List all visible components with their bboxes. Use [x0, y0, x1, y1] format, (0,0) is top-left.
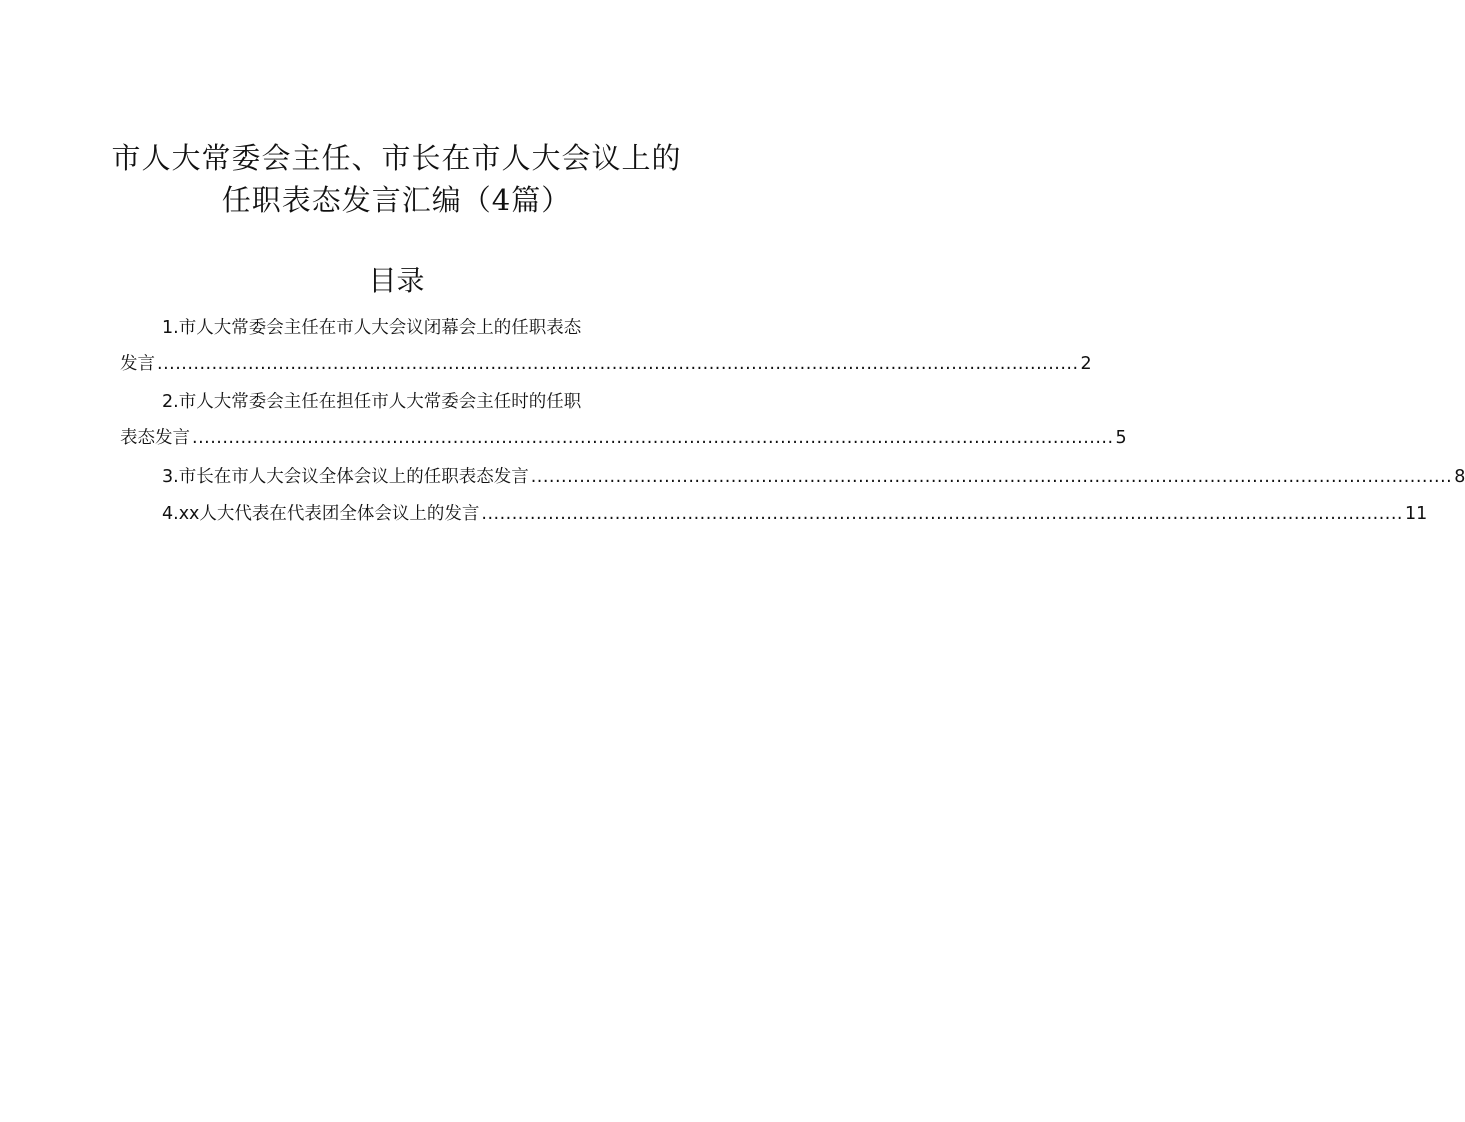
- toc-entry-3-page[interactable]: 8: [1454, 467, 1465, 487]
- toc-dot-leader: ........................................................................................................................................................: [530, 467, 1453, 487]
- toc-entry-1-page[interactable]: 2: [1080, 354, 1092, 374]
- toc-entry-1-text-cont[interactable]: 发言: [120, 354, 155, 374]
- toc-entry-1-text[interactable]: 1.市人大常委会主任在市人大会议闭幕会上的任职表态: [162, 318, 582, 338]
- document-title-line-2: 任职表态发言汇编（4篇）: [221, 183, 572, 217]
- toc-entry-2-page[interactable]: 5: [1115, 428, 1127, 448]
- toc-dot-leader: ........................................................................................................................................................: [192, 428, 1114, 448]
- toc-entry-2-line-1[interactable]: [162, 389, 674, 415]
- toc-entry-4-text[interactable]: 4.xx人大代表在代表团全体会议上的发言: [162, 504, 480, 524]
- toc-entry-3[interactable]: [162, 464, 1465, 490]
- toc-entry-1-line-1[interactable]: [162, 315, 674, 341]
- toc-entry-4[interactable]: [162, 501, 1428, 527]
- toc-entry-2-line-2[interactable]: [120, 425, 1127, 451]
- toc-heading: 目录: [368, 264, 425, 297]
- toc-dot-leader: ........................................................................................................................................................: [481, 504, 1403, 524]
- toc-entry-2-text-cont[interactable]: 表态发言: [120, 428, 190, 448]
- document-title-line-1: 市人大常委会主任、市长在市人大会议上的: [111, 141, 682, 175]
- toc-entry-1-line-2[interactable]: [120, 351, 1092, 377]
- toc-entry-4-page[interactable]: 11: [1404, 504, 1428, 524]
- toc-dot-leader: ........................................................................................................................................................: [157, 354, 1079, 374]
- toc-entry-2-text[interactable]: 2.市人大常委会主任在担任市人大常委会主任时的任职: [162, 392, 582, 412]
- toc-entry-3-text[interactable]: 3.市长在市人大会议全体会议上的任职表态发言: [162, 467, 529, 487]
